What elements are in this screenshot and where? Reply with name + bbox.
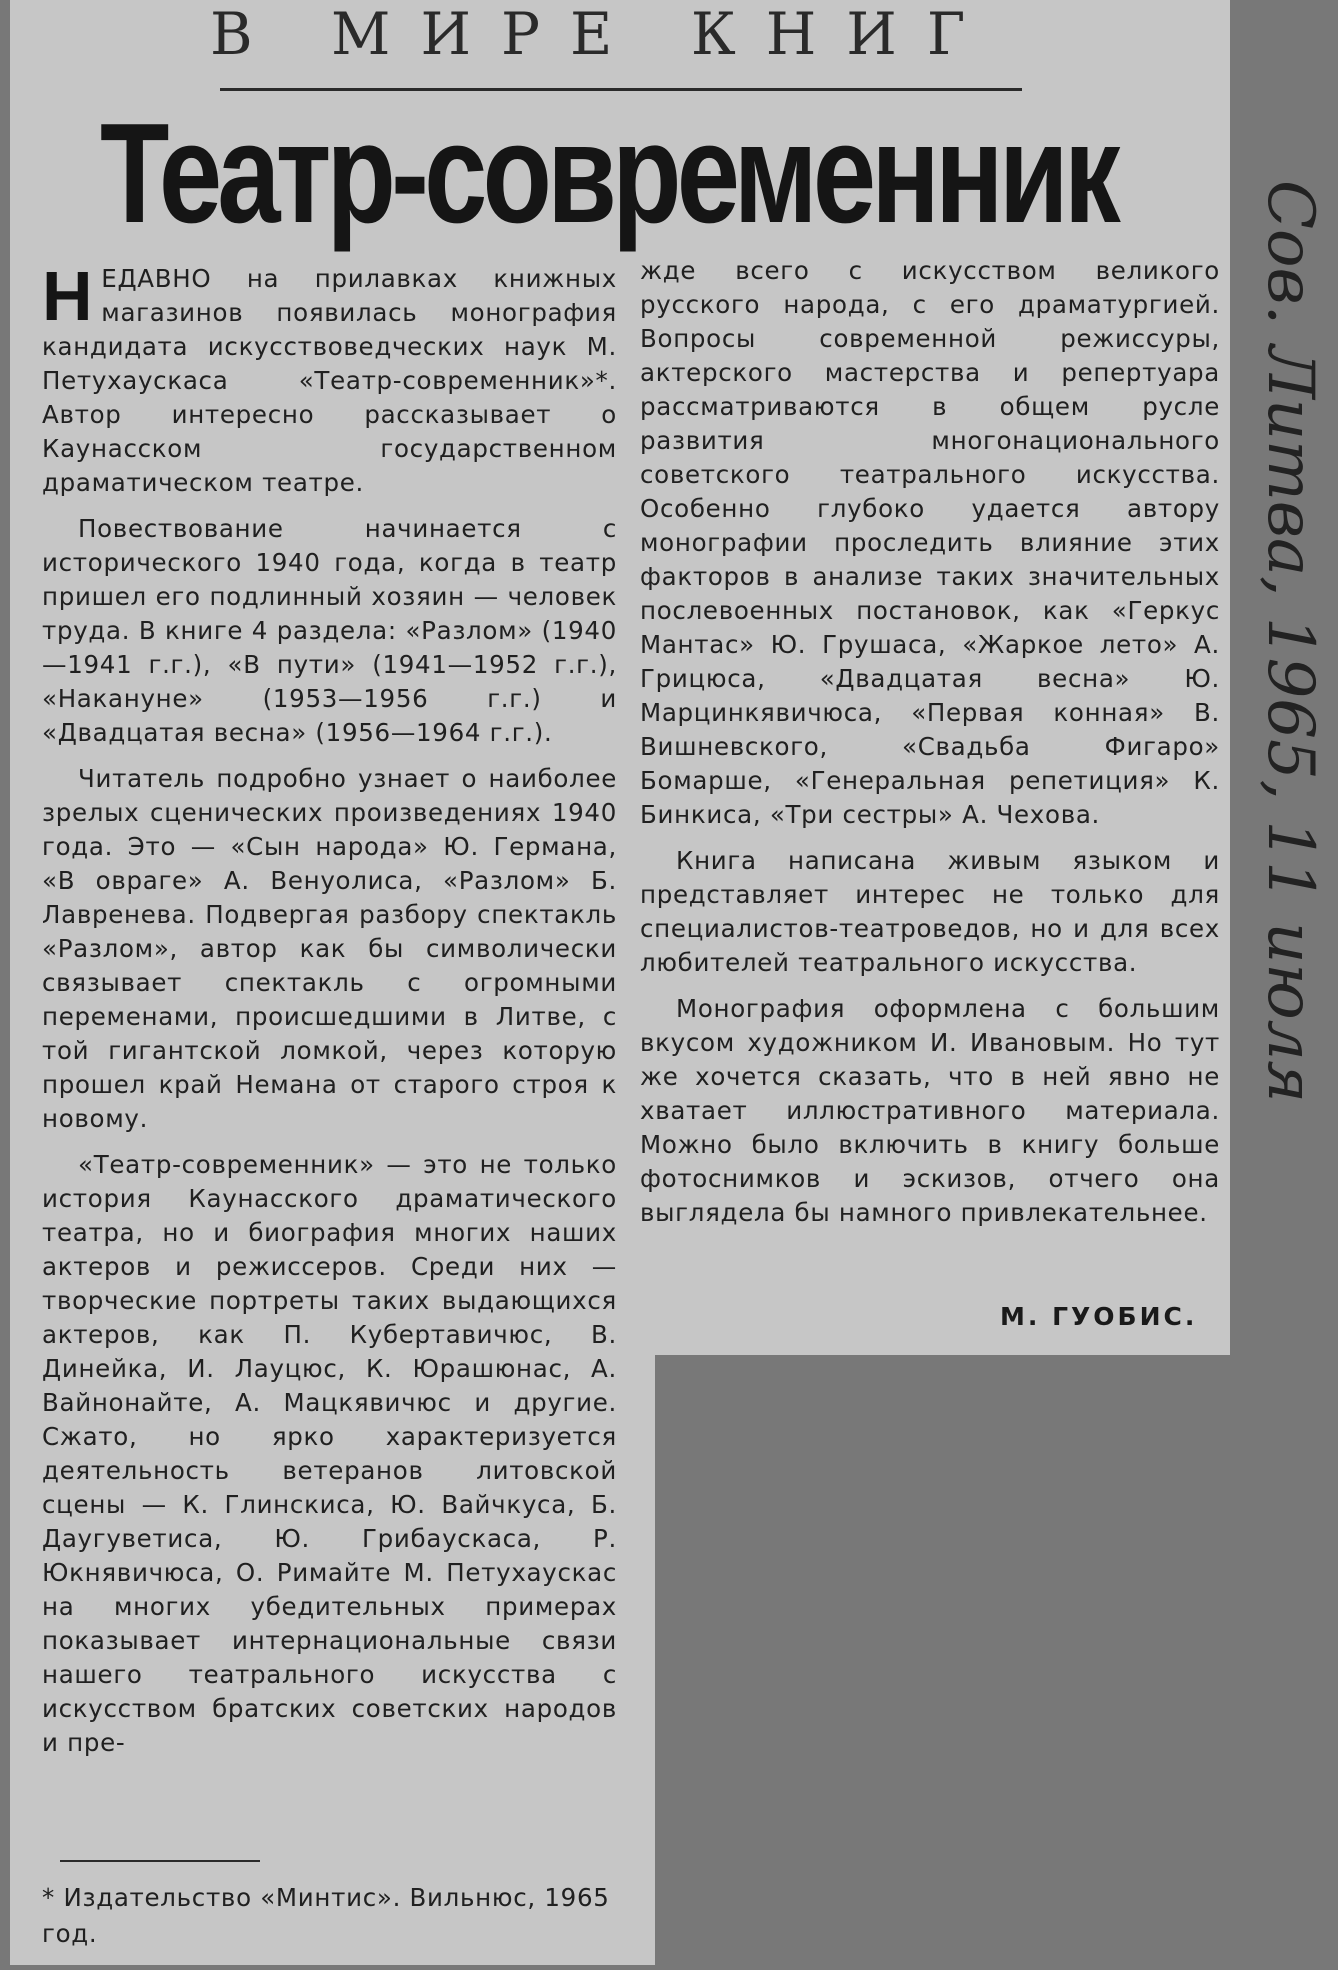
paragraph: Повествование начинается с исторического 1940 года, когда в театр пришел его подлинный хозяин — человек труда. В книге 4 раздела: «Разлом» (1940—1941 г.г.), «В пути» (1941—1952 г.г.), «Накануне» (1953—1956 г.г.) и «Двадцатая весна» (1956—1964 г.г.). [42, 514, 617, 747]
handwritten-note: Сов. Литва, 1965, 11 июля [1253, 180, 1327, 1103]
paragraph: Монография оформлена с большим вкусом художником И. Ивановым. Но тут же хочется сказать, что в ней явно не хватает иллюстративного материала. Можно было включить в книгу больше фотоснимков и эскизов, отчего она выглядела бы намного привлекательнее. [640, 994, 1220, 1227]
left-column [42, 257, 617, 1772]
paragraph: Книга написана живым языком и представляет интерес не только для специалистов-театроведов, но и для всех любителей театрального искусства. [640, 846, 1220, 977]
paragraph: Читатель подробно узнает о наиболее зрелых сценических произведениях 1940 года. Это — «Сын народа» Ю. Германа, «В овраге» А. Венуолиса, «Разлом» Б. Лавренева. Подвергая разбору спектакль «Разлом», автор как бы символически связывает спектакль с огромными переменами, происшедшими в Литве, с той гигантской ломкой, через которую прошел край Немана от старого строя к новому. [42, 764, 617, 1133]
drop-cap: Н [42, 257, 94, 335]
right-column [640, 254, 1220, 1242]
author-signature: М. ГУОБИС. [1000, 1302, 1198, 1331]
rubric-title: В МИРЕ КНИГ [210, 0, 996, 68]
paragraph: НЕДАВНО на прилавках книжных магазинов появилась монография кандидата искусствоведческих наук М. Петухаускаса «Театр-современник»*. Автор интересно рассказывает о Каунасском государственном драматическом театре. [42, 257, 617, 497]
paragraph: «Театр-современник» — это не только история Каунасского драматического театра, но и биография многих наших актеров и режиссеров. Среди них — творческие портреты таких выдающихся актеров, как П. Кубертавичюс, В. Динейка, И. Лауцюс, К. Юрашюнас, А. Вайнонайте, А. Мацкявичюс и другие. Сжато, но ярко характеризуется деятельность ветеранов литовской сцены — К. Глинскиса, Ю. Вайчкуса, Б. Даугуветиса, Ю. Грибаускаса, Р. Юкнявичюса, О. Римайте М. Петухаускас на многих убедительных примерах показывает интернациональные связи нашего театрального искусства с искусством братских советских народов и пре- [42, 1150, 617, 1757]
paragraph: жде всего с искусством великого русского народа, с его драматургией. Вопросы современной режиссуры, актерского мастерства и репертуара рассматриваются в общем русле развития многонационального советского театрального искусства. Особенно глубоко удается автору монографии проследить влияние этих факторов в анализе таких значительных послевоенных постановок, как «Геркус Мантас» Ю. Грушаса, «Жаркое лето» А. Грицюса, «Двадцатая весна» Ю. Марцинкявичюса, «Первая конная» В. Вишневского, «Свадьба Фигаро» Бомарше, «Генеральная репетиция» К. Бинкиса, «Три сестры» А. Чехова. [640, 256, 1220, 829]
article-headline: Театр-современник [100, 94, 1116, 253]
rubric-underline [220, 88, 1022, 91]
footnote: * Издательство «Минтис». Вильнюс, 1965 год. [42, 1883, 610, 1948]
footnote-rule [60, 1860, 260, 1862]
